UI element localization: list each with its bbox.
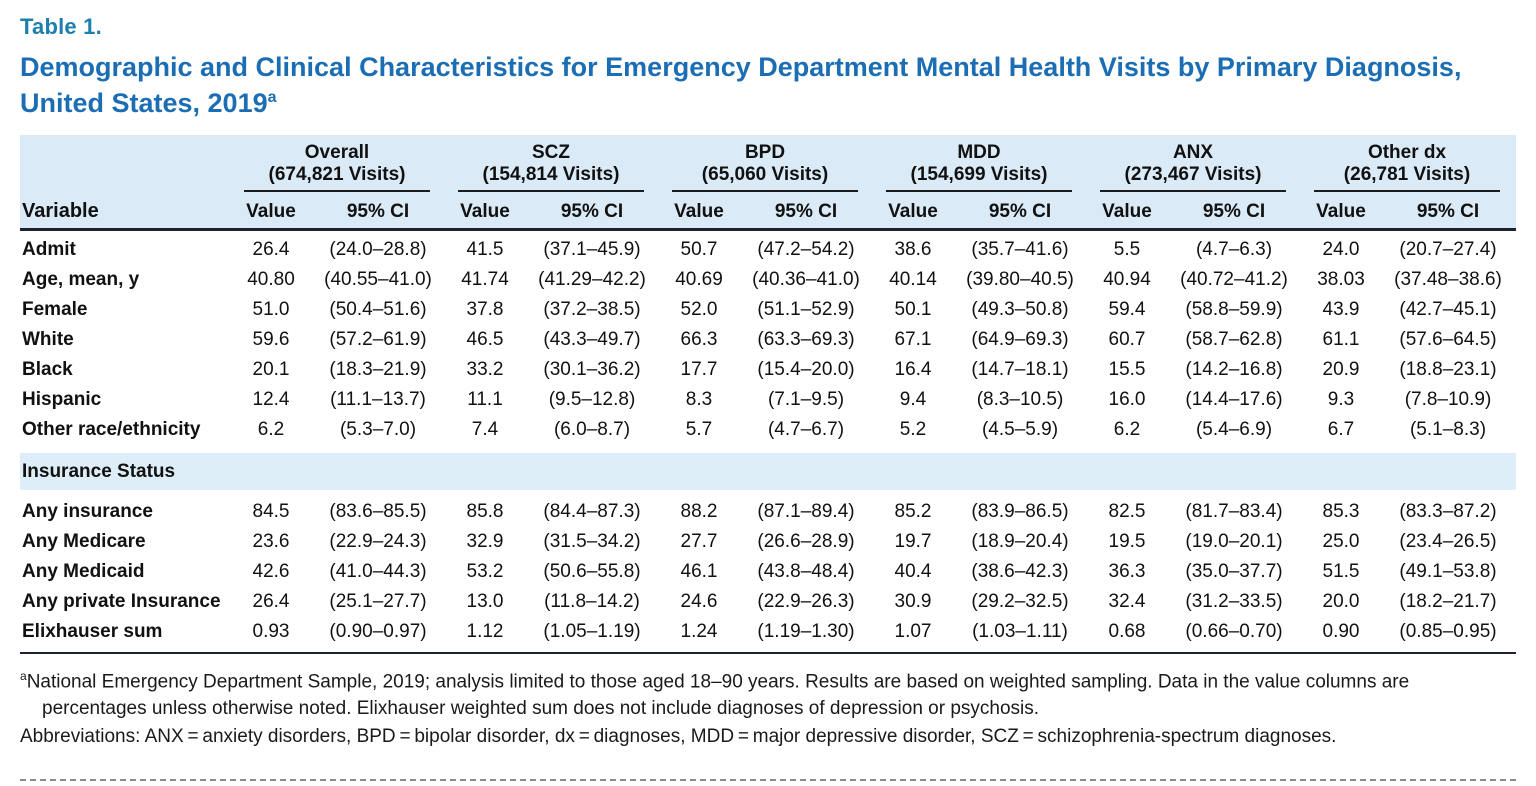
footnote-abbreviations	[20, 724, 1516, 751]
ci-cell: (38.6–42.3)	[971, 560, 1069, 582]
ci-cell: (40.72–41.2)	[1180, 268, 1288, 290]
value-cell: 13.0	[466, 590, 504, 612]
footnote-marker: a	[20, 668, 27, 683]
column-header-variable: Variable	[22, 199, 99, 222]
column-header-value: Value	[460, 200, 510, 222]
column-header-value: Value	[888, 200, 938, 222]
value-cell: 1.24	[680, 620, 718, 642]
ci-cell: (1.19–1.30)	[757, 620, 855, 642]
data-table	[20, 135, 1516, 654]
ci-cell: (47.2–54.2)	[757, 238, 855, 260]
table-row	[20, 527, 1516, 557]
ci-cell: (51.1–52.9)	[757, 298, 855, 320]
value-cell: 20.9	[1322, 358, 1360, 380]
ci-cell: (18.2–21.7)	[1399, 590, 1497, 612]
value-cell: 30.9	[894, 590, 932, 612]
ci-cell: (37.48–38.6)	[1394, 268, 1502, 290]
value-cell: 84.5	[252, 500, 290, 522]
title-footnote-marker: a	[267, 88, 277, 106]
column-group-header-inner	[1100, 142, 1286, 192]
footnote-abbreviations-text: Abbreviations: ANX = anxiety disorders, BPD = bipolar disorder, dx = diagnoses, MDD = major depressive disorder, SCZ = schizophrenia-spectrum diagnoses.	[20, 726, 1337, 748]
ci-cell: (84.4–87.3)	[543, 500, 641, 522]
group-visit-count: (154,814 Visits)	[482, 164, 620, 186]
value-cell: 40.80	[247, 268, 295, 290]
table-row	[20, 355, 1516, 385]
value-cell: 7.4	[471, 418, 499, 440]
ci-cell: (18.3–21.9)	[329, 358, 427, 380]
value-cell: 32.9	[466, 530, 504, 552]
value-cell: 88.2	[680, 500, 718, 522]
value-cell: 53.2	[466, 560, 504, 582]
row-label: Any Medicare	[22, 530, 146, 552]
column-header-ci: 95% CI	[346, 200, 410, 222]
ci-cell: (37.1–45.9)	[543, 238, 641, 260]
value-cell: 17.7	[680, 358, 718, 380]
column-header-ci: 95% CI	[988, 200, 1052, 222]
ci-cell: (8.3–10.5)	[976, 388, 1064, 410]
column-group-header	[1300, 142, 1514, 192]
value-cell: 23.6	[252, 530, 290, 552]
table-number-label: Table 1.	[20, 14, 102, 39]
table-row	[20, 587, 1516, 617]
value-cell: 6.2	[257, 418, 285, 440]
value-cell: 67.1	[894, 328, 932, 350]
value-cell: 51.5	[1322, 560, 1360, 582]
column-header-value: Value	[1102, 200, 1152, 222]
ci-cell: (14.7–18.1)	[971, 358, 1069, 380]
value-cell: 8.3	[685, 388, 713, 410]
value-cell: 85.2	[894, 500, 932, 522]
value-cell: 6.7	[1327, 418, 1355, 440]
value-cell: 40.94	[1103, 268, 1151, 290]
value-cell: 6.2	[1113, 418, 1141, 440]
ci-cell: (29.2–32.5)	[971, 590, 1069, 612]
value-cell: 51.0	[252, 298, 290, 320]
ci-cell: (7.8–10.9)	[1404, 388, 1492, 410]
ci-cell: (31.5–34.2)	[543, 530, 641, 552]
value-cell: 26.4	[252, 590, 290, 612]
value-cell: 9.3	[1327, 388, 1355, 410]
value-cell: 52.0	[680, 298, 718, 320]
row-label: Any Medicaid	[22, 560, 145, 582]
ci-cell: (40.55–41.0)	[324, 268, 432, 290]
column-group-header	[444, 142, 658, 192]
table-row	[20, 617, 1516, 647]
value-cell: 5.7	[685, 418, 713, 440]
value-cell: 50.1	[894, 298, 932, 320]
group-name: ANX	[1172, 142, 1214, 164]
value-cell: 43.9	[1322, 298, 1360, 320]
value-cell: 32.4	[1108, 590, 1146, 612]
column-header-ci: 95% CI	[1202, 200, 1266, 222]
ci-cell: (41.29–42.2)	[538, 268, 646, 290]
table-title-text: Demographic and Clinical Characteristics for Emergency Department Mental Health Visits by Primary Diagnosis, United States, 2019	[20, 52, 1462, 118]
section-header: Insurance Status	[20, 453, 1516, 490]
ci-cell: (5.1–8.3)	[1409, 418, 1487, 440]
table-row	[20, 385, 1516, 415]
table-row	[20, 557, 1516, 587]
ci-cell: (50.4–51.6)	[329, 298, 427, 320]
value-cell: 0.93	[252, 620, 290, 642]
value-cell: 15.5	[1108, 358, 1146, 380]
column-group-header-inner	[458, 142, 644, 192]
ci-cell: (14.4–17.6)	[1185, 388, 1283, 410]
value-cell: 25.0	[1322, 530, 1360, 552]
ci-cell: (0.90–0.97)	[329, 620, 427, 642]
ci-cell: (43.8–48.4)	[757, 560, 855, 582]
value-cell: 40.14	[889, 268, 937, 290]
ci-cell: (43.3–49.7)	[543, 328, 641, 350]
ci-cell: (19.0–20.1)	[1185, 530, 1283, 552]
ci-cell: (49.1–53.8)	[1399, 560, 1497, 582]
row-label: Age, mean, y	[22, 268, 140, 290]
column-group-row	[20, 142, 1516, 192]
ci-cell: (41.0–44.3)	[329, 560, 427, 582]
value-cell: 42.6	[252, 560, 290, 582]
ci-cell: (1.05–1.19)	[543, 620, 641, 642]
row-label: Black	[22, 358, 73, 380]
footnote-note	[20, 668, 1516, 723]
value-cell: 16.0	[1108, 388, 1146, 410]
ci-cell: (83.3–87.2)	[1399, 500, 1497, 522]
row-label: Admit	[22, 238, 76, 260]
ci-cell: (15.4–20.0)	[757, 358, 855, 380]
value-cell: 33.2	[466, 358, 504, 380]
value-cell: 24.0	[1322, 238, 1360, 260]
column-header-value: Value	[246, 200, 296, 222]
table-title	[20, 50, 1490, 121]
column-header-ci: 95% CI	[1416, 200, 1480, 222]
column-group-header	[230, 142, 444, 192]
ci-cell: (9.5–12.8)	[548, 388, 636, 410]
group-visit-count: (154,699 Visits)	[910, 164, 1048, 186]
value-cell: 66.3	[680, 328, 718, 350]
table-row	[20, 325, 1516, 355]
value-cell: 61.1	[1322, 328, 1360, 350]
value-cell: 85.8	[466, 500, 504, 522]
ci-cell: (24.0–28.8)	[329, 238, 427, 260]
row-label: Female	[22, 298, 88, 320]
value-cell: 5.2	[899, 418, 927, 440]
value-cell: 11.1	[467, 388, 503, 410]
value-cell: 19.5	[1108, 530, 1146, 552]
value-cell: 37.8	[466, 298, 504, 320]
ci-cell: (18.9–20.4)	[971, 530, 1069, 552]
table-row	[20, 235, 1516, 265]
value-cell: 19.7	[894, 530, 932, 552]
value-cell: 26.4	[252, 238, 290, 260]
value-cell: 0.90	[1322, 620, 1360, 642]
table-row	[20, 497, 1516, 527]
column-group-header	[872, 142, 1086, 192]
ci-cell: (22.9–24.3)	[329, 530, 427, 552]
ci-cell: (83.9–86.5)	[971, 500, 1069, 522]
value-cell: 38.6	[894, 238, 932, 260]
value-cell: 24.6	[680, 590, 718, 612]
ci-cell: (58.7–62.8)	[1185, 328, 1283, 350]
group-name: MDD	[957, 142, 1001, 164]
value-cell: 1.12	[466, 620, 504, 642]
ci-cell: (20.7–27.4)	[1399, 238, 1497, 260]
value-cell: 20.1	[252, 358, 290, 380]
row-label: Hispanic	[22, 388, 102, 410]
ci-cell: (57.6–64.5)	[1399, 328, 1497, 350]
ci-cell: (11.1–13.7)	[330, 388, 426, 410]
table-header	[20, 135, 1516, 231]
value-cell: 5.5	[1113, 238, 1141, 260]
ci-cell: (30.1–36.2)	[543, 358, 641, 380]
ci-cell: (4.7–6.7)	[767, 418, 845, 440]
table-body	[20, 231, 1516, 654]
value-cell: 82.5	[1108, 500, 1146, 522]
group-visit-count: (273,467 Visits)	[1124, 164, 1262, 186]
value-cell: 46.5	[466, 328, 504, 350]
value-cell: 59.4	[1108, 298, 1146, 320]
ci-cell: (42.7–45.1)	[1399, 298, 1497, 320]
ci-cell: (58.8–59.9)	[1185, 298, 1283, 320]
ci-cell: (1.03–1.11)	[972, 620, 1068, 642]
group-name: Overall	[304, 142, 370, 164]
ci-cell: (37.2–38.5)	[543, 298, 641, 320]
row-label: Other race/ethnicity	[22, 418, 201, 440]
row-label: Elixhauser sum	[22, 620, 163, 642]
column-group-header	[658, 142, 872, 192]
table-row	[20, 265, 1516, 295]
group-visit-count: (65,060 Visits)	[701, 164, 829, 186]
column-group-header-inner	[244, 142, 430, 192]
ci-cell: (5.4–6.9)	[1195, 418, 1273, 440]
column-group-header-inner	[1314, 142, 1500, 192]
column-header-ci: 95% CI	[560, 200, 624, 222]
footnotes	[20, 668, 1516, 751]
table-row	[20, 295, 1516, 325]
ci-cell: (4.5–5.9)	[981, 418, 1059, 440]
group-visit-count: (674,821 Visits)	[268, 164, 406, 186]
ci-cell: (50.6–55.8)	[543, 560, 641, 582]
value-cell: 0.68	[1108, 620, 1146, 642]
row-label: White	[22, 328, 74, 350]
value-cell: 59.6	[252, 328, 290, 350]
value-cell: 46.1	[680, 560, 718, 582]
group-name: BPD	[744, 142, 786, 164]
column-header-value: Value	[674, 200, 724, 222]
row-label: Any private Insurance	[22, 590, 221, 612]
ci-cell: (22.9–26.3)	[757, 590, 855, 612]
value-cell: 41.74	[461, 268, 509, 290]
ci-cell: (4.7–6.3)	[1195, 238, 1273, 260]
ci-cell: (0.66–0.70)	[1185, 620, 1283, 642]
ci-cell: (31.2–33.5)	[1185, 590, 1283, 612]
value-cell: 60.7	[1108, 328, 1146, 350]
ci-cell: (25.1–27.7)	[329, 590, 427, 612]
value-cell: 12.4	[252, 388, 290, 410]
column-group-header-inner	[672, 142, 858, 192]
page-break-dashed-line	[20, 779, 1516, 781]
value-cell: 36.3	[1108, 560, 1146, 582]
ci-cell: (23.4–26.5)	[1399, 530, 1497, 552]
value-cell: 41.5	[466, 238, 504, 260]
ci-cell: (7.1–9.5)	[767, 388, 845, 410]
table-row	[20, 415, 1516, 445]
group-visit-count: (26,781 Visits)	[1343, 164, 1471, 186]
group-name: SCZ	[532, 142, 570, 164]
ci-cell: (40.36–41.0)	[752, 268, 860, 290]
value-cell: 9.4	[899, 388, 927, 410]
value-cell: 85.3	[1322, 500, 1360, 522]
column-header-ci: 95% CI	[774, 200, 838, 222]
group-name: Other dx	[1367, 142, 1447, 164]
column-subheader-row	[20, 192, 1516, 228]
ci-cell: (0.85–0.95)	[1399, 620, 1497, 642]
value-cell: 27.7	[680, 530, 718, 552]
value-cell: 38.03	[1317, 268, 1365, 290]
column-header-value: Value	[1316, 200, 1366, 222]
ci-cell: (64.9–69.3)	[971, 328, 1069, 350]
value-cell: 40.4	[894, 560, 932, 582]
ci-cell: (18.8–23.1)	[1399, 358, 1497, 380]
ci-cell: (5.3–7.0)	[339, 418, 417, 440]
row-label: Any insurance	[22, 500, 153, 522]
ci-cell: (14.2–16.8)	[1185, 358, 1283, 380]
ci-cell: (81.7–83.4)	[1185, 500, 1283, 522]
value-cell: 20.0	[1322, 590, 1360, 612]
ci-cell: (49.3–50.8)	[971, 298, 1069, 320]
ci-cell: (6.0–8.7)	[553, 418, 631, 440]
ci-cell: (87.1–89.4)	[757, 500, 855, 522]
value-cell: 1.07	[894, 620, 932, 642]
column-group-header	[1086, 142, 1300, 192]
value-cell: 16.4	[894, 358, 932, 380]
column-group-header-inner	[886, 142, 1072, 192]
ci-cell: (35.7–41.6)	[971, 238, 1069, 260]
value-cell: 50.7	[680, 238, 718, 260]
ci-cell: (26.6–28.9)	[757, 530, 855, 552]
ci-cell: (57.2–61.9)	[329, 328, 427, 350]
footnote-note-text: National Emergency Department Sample, 2019; analysis limited to those aged 18–90 years. Results are based on weighted sampling. Data in the value columns are percentages unless otherwise noted. Elixhauser weighted sum does not include diagnoses of depression or psychosis.	[26, 671, 1410, 719]
ci-cell: (63.3–69.3)	[757, 328, 855, 350]
value-cell: 40.69	[675, 268, 723, 290]
ci-cell: (83.6–85.5)	[329, 500, 427, 522]
ci-cell: (35.0–37.7)	[1185, 560, 1283, 582]
ci-cell: (11.8–14.2)	[544, 590, 640, 612]
ci-cell: (39.80–40.5)	[966, 268, 1074, 290]
